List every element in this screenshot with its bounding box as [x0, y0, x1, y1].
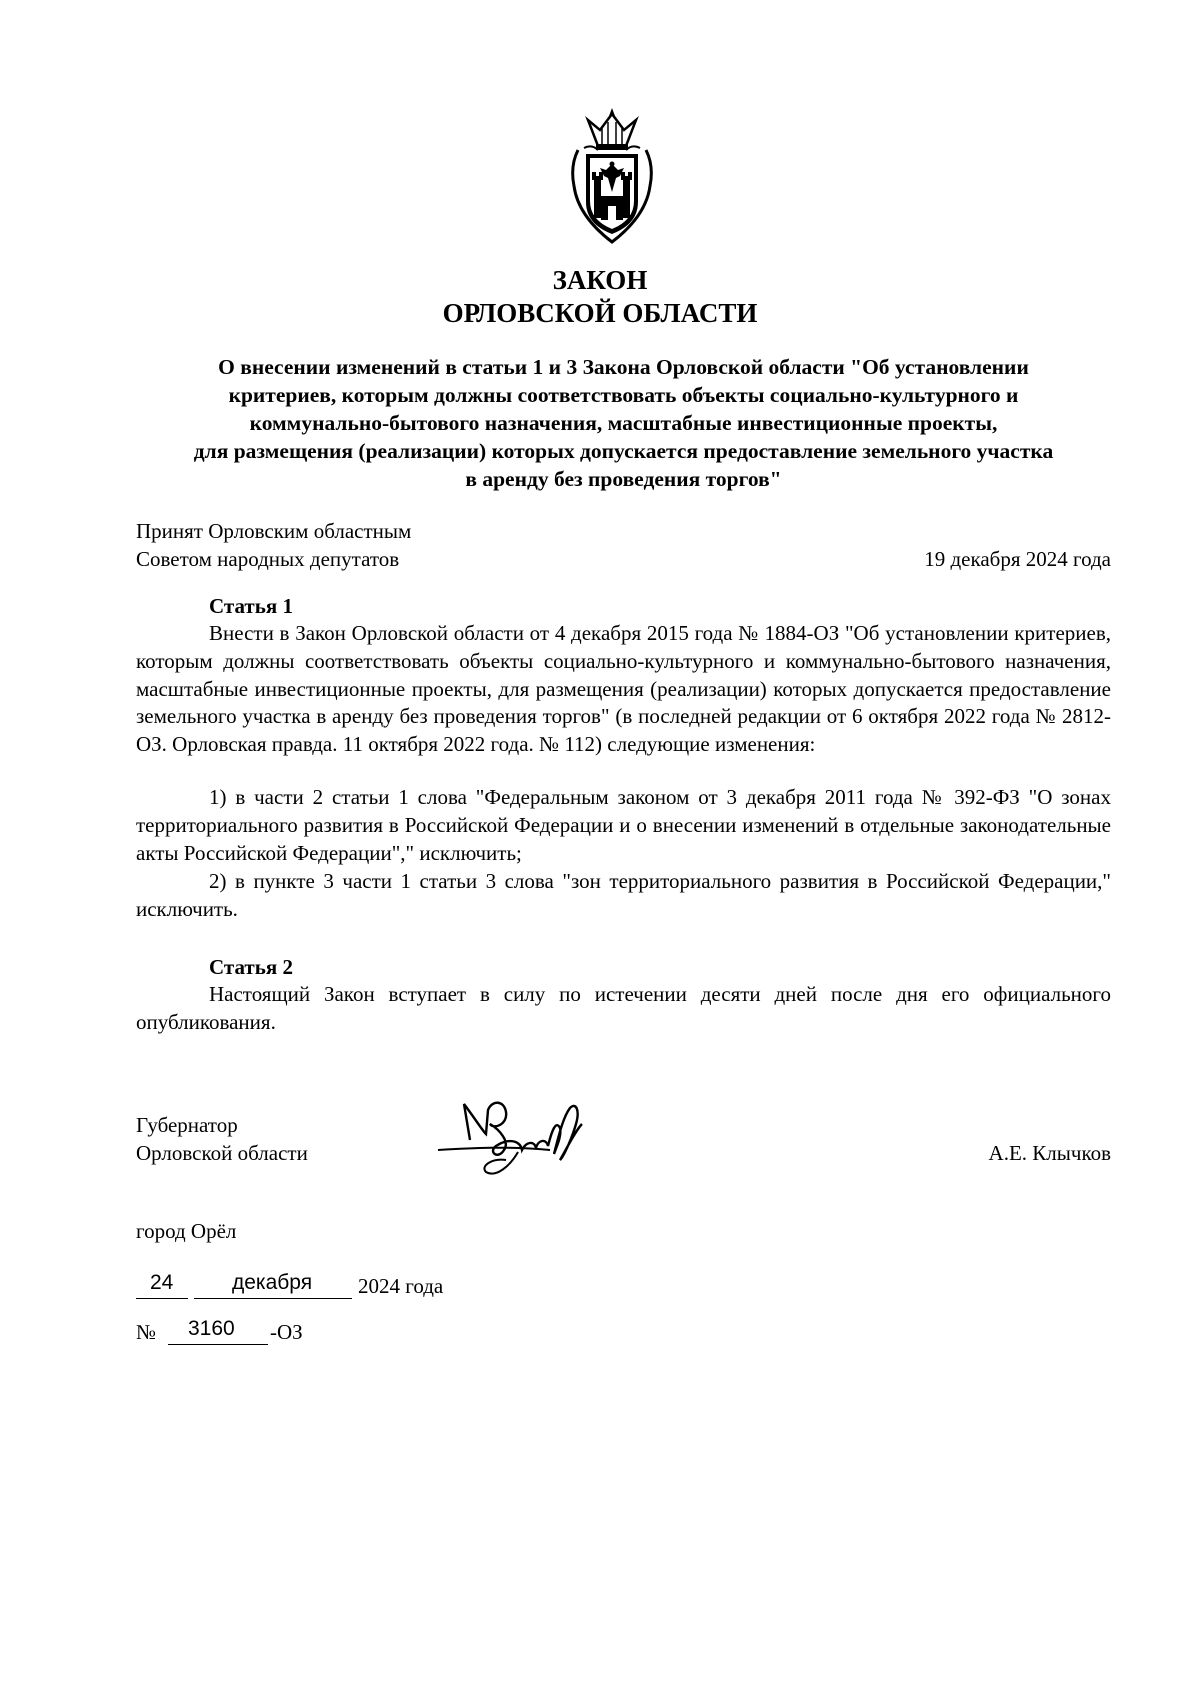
signing-day: 24 [150, 1271, 174, 1294]
adoption-line: Советом народных депутатов [136, 547, 400, 571]
signing-city: город Орёл [136, 1219, 237, 1243]
signing-year: 2024 года [358, 1274, 444, 1298]
law-number-value: 3160 [188, 1317, 235, 1340]
day-underline [136, 1298, 188, 1299]
number-sign: № [136, 1320, 157, 1344]
law-subject-line: критериев, которым должны соответствовать объекты социально-культурного и [228, 383, 1019, 407]
article-2-heading: Статья 2 [209, 955, 293, 979]
adoption-date: 19 декабря 2024 года [924, 547, 1111, 571]
law-subject-line: в аренду без проведения торгов" [465, 467, 782, 491]
adoption-body [136, 517, 411, 573]
month-underline [194, 1298, 352, 1299]
article-2-text: Настоящий Закон вступает в силу по истечении десяти дней после дня его официального опубликования. [136, 982, 1111, 1034]
law-subject-line: коммунально-бытового назначения, масштабные инвестиционные проекты, [249, 411, 998, 435]
law-subject-line: О внесении изменений в статьи 1 и 3 Закона Орловской области "Об установлении [218, 355, 1029, 379]
signatory-position-line: Губернатор [136, 1113, 238, 1137]
article-1-item-1: 1) в части 2 статьи 1 слова "Федеральным законом от 3 декабря 2011 года № 392-ФЗ "О зонах территориального развития в Российской Федерации и о внесении изменений в отдельные законодательные акты Российской Федерации"," исключить; [136, 785, 1111, 865]
signing-month: декабря [232, 1271, 313, 1294]
law-number [136, 1318, 536, 1348]
law-subject [136, 353, 1111, 493]
signatory-position [136, 1111, 308, 1167]
article-1-intro: Внести в Закон Орловской области от 4 декабря 2015 года № 1884-ОЗ "Об установлении критериев, которым должны соответствовать объекты социально-культурного и коммунально-бытового назначения, масштабные инвестиционные проекты, для размещения (реализации) которых допускается предоставление земельного участка в аренду без проведения торгов" (в последней редакции от 6 октября 2022 года № 2812-ОЗ. Орловская правда. 11 октября 2022 года. № 112) следующие изменения: [136, 621, 1111, 757]
document-type-title: ЗАКОН [552, 265, 648, 295]
region-title: ОРЛОВСКОЙ ОБЛАСТИ [442, 298, 758, 328]
signatory-name: А.Е. Клычков [988, 1141, 1111, 1165]
signatory-position-line: Орловской области [136, 1141, 308, 1165]
number-underline [168, 1344, 268, 1345]
article-1-item-2: 2) в пункте 3 части 1 статьи 3 слова "зон территориального развития в Российской Федерации," исключить. [136, 869, 1111, 921]
number-suffix: -ОЗ [270, 1320, 303, 1344]
oryol-coat-of-arms-icon [568, 106, 656, 246]
article-1-heading: Статья 1 [209, 594, 293, 618]
adoption-line: Принят Орловским областным [136, 519, 412, 543]
signing-date [136, 1272, 636, 1302]
handwritten-signature-icon [430, 1090, 630, 1182]
law-subject-line: для размещения (реализации) которых допускается предоставление земельного участка [193, 439, 1054, 463]
